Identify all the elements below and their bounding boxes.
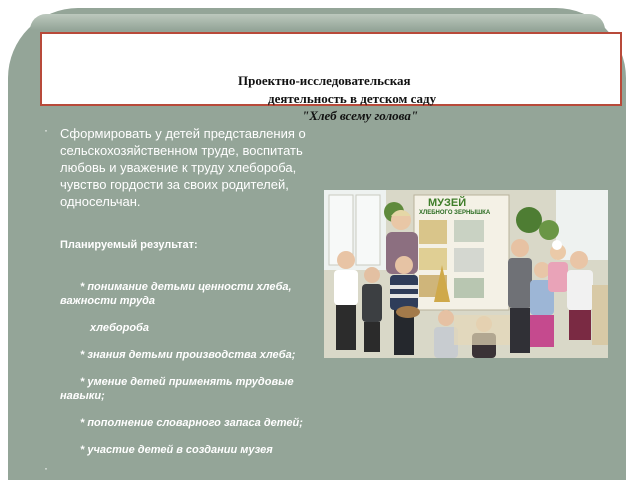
slide-top-highlight (30, 14, 605, 30)
goal-paragraph: Сформировать у детей представления о сельскохозяйственном труде, воспитать любовь и уважение к труду хлебороба, чувство гордости за своих родителей, односельчан. (60, 126, 306, 209)
result-item: * понимание детьми ценности хлеба, важности труда (60, 281, 292, 307)
museum-sign-title: МУЗЕЙ (428, 197, 467, 209)
title-line-1: Проектно-исследовательская (238, 73, 411, 88)
result-item: * знания детьми производства хлеба; (80, 349, 296, 361)
result-item: * участие детей в создании музея (80, 444, 273, 456)
result-item: хлебороба (90, 322, 149, 334)
result-heading: Планируемый результат: (60, 239, 198, 251)
bullet-bottom: · (44, 461, 48, 475)
result-item: * пополнение словарного запаса детей; (80, 417, 303, 429)
result-list (60, 280, 320, 470)
museum-sign-subtitle: ХЛЕБНОГО ЗЕРНЫШКА (419, 210, 491, 216)
title-line-2: деятельность в детском саду (268, 91, 437, 106)
result-item: * умение детей применять трудовые навыки; (60, 376, 294, 402)
kids-museum-photo (324, 190, 608, 358)
bullet-goal: · (44, 123, 48, 137)
title-line-3: "Хлеб всему голова" (302, 108, 419, 123)
